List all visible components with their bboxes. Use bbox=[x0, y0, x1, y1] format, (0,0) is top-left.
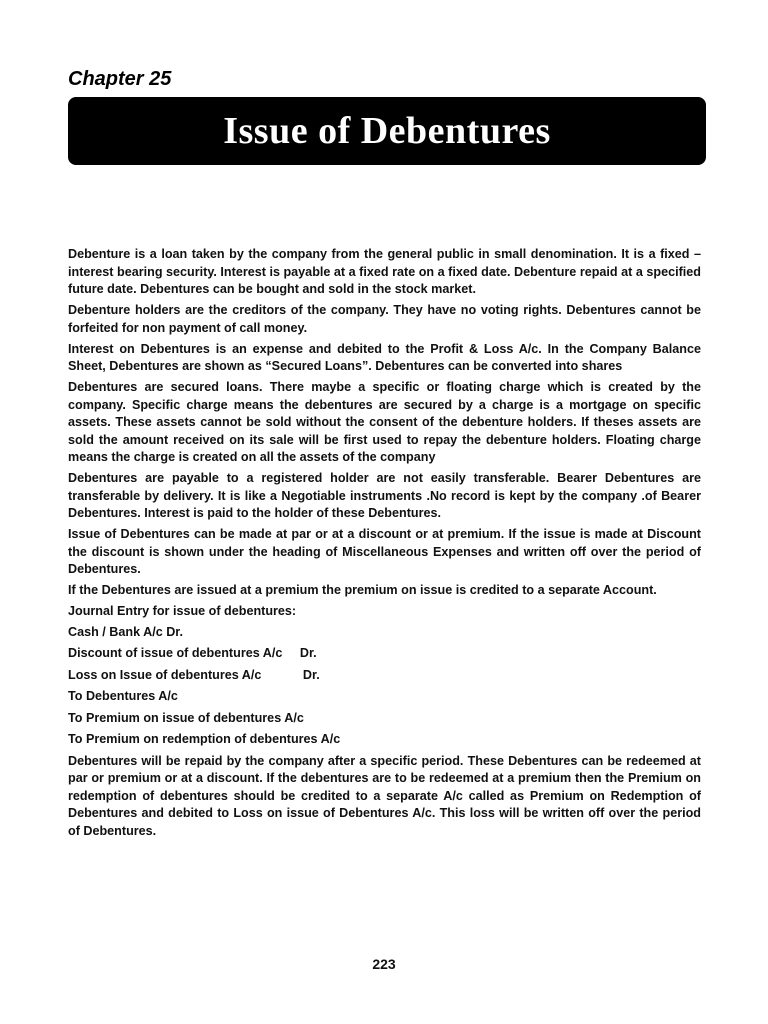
journal-account: To Premium on issue of debentures A/c bbox=[68, 710, 304, 725]
journal-entry-line bbox=[68, 667, 701, 685]
page-number: 223 bbox=[372, 956, 396, 972]
journal-entry-line bbox=[68, 645, 701, 663]
journal-account: Discount of issue of debentures A/c bbox=[68, 646, 283, 660]
paragraph-secured-loans: Debentures are secured loans. There maybe a specific or floating charge which is created by the company. Specific charge means the debentures are secured by a charge is a mortgage on specific assets. These assets cannot be sold without the consent of the debenture holders. If theses assets are sold the amount received on its sale will be first used to repay the debenture holders. Floating charge means the charge is created on all the assets of the company bbox=[68, 380, 701, 464]
journal-entry-heading: Journal Entry for issue of debentures: bbox=[68, 604, 297, 618]
paragraph-issue-discount: Issue of Debentures can be made at par or at a discount or at premium. If the issue is made at Discount the discount is shown under the heading of Miscellaneous Expenses and written off over the period of Debentures. bbox=[68, 527, 701, 576]
title-banner bbox=[68, 97, 706, 165]
journal-entry-line bbox=[68, 624, 701, 642]
journal-entry-line bbox=[68, 688, 701, 706]
journal-entry-line bbox=[68, 710, 701, 728]
paragraph-holders: Debenture holders are the creditors of the company. They have no voting rights. Debentures cannot be forfeited for non payment of call money. bbox=[68, 303, 701, 335]
chapter-label: Chapter 25 bbox=[68, 68, 172, 90]
journal-account: Cash / Bank A/c Dr. bbox=[68, 624, 184, 639]
paragraph-issue-premium: If the Debentures are issued at a premium the premium on issue is credited to a separate Account. bbox=[68, 583, 657, 597]
journal-dr-marker: Dr. bbox=[302, 667, 320, 682]
paragraph-transferability: Debentures are payable to a registered holder are not easily transferable. Bearer Debentures are transferable by delivery. It is like a Negotiable instruments .No record is kept by the company .of Bearer Debentures. Interest is paid to the holder of these Debentures. bbox=[68, 471, 701, 520]
body-content bbox=[68, 246, 701, 844]
page-title: Issue of Debentures bbox=[223, 110, 551, 152]
paragraph-definition: Debenture is a loan taken by the company from the general public in small denomination. It is a fixed – interest bearing security. Interest is payable at a fixed rate on a fixed date. Debenture repaid at a specified future date. Debentures can be bought and sold in the stock market. bbox=[68, 247, 701, 296]
journal-dr-marker: Dr. bbox=[299, 646, 317, 660]
paragraph-interest: Interest on Debentures is an expense and debited to the Profit & Loss A/c. In the Company Balance Sheet, Debentures are shown as “Secured Loans”. Debentures can be converted into shares bbox=[68, 341, 701, 373]
journal-account: To Debentures A/c bbox=[68, 689, 178, 703]
journal-entry-line bbox=[68, 731, 701, 749]
paragraph-redemption: Debentures will be repaid by the company after a specific period. These Debentures can be redeemed at par or premium or at a discount. If the debentures are to be redeemed at a premium then the Premium on redemption of debentures should be credited to a separate A/c called as Premium on Redemption of Debentures and debited to Loss on issue of Debentures A/c. This loss will be written off over the period of Debentures. bbox=[68, 753, 701, 838]
journal-account: To Premium on redemption of debentures A/c bbox=[68, 732, 341, 746]
journal-account: Loss on Issue of debentures A/c bbox=[68, 667, 262, 682]
